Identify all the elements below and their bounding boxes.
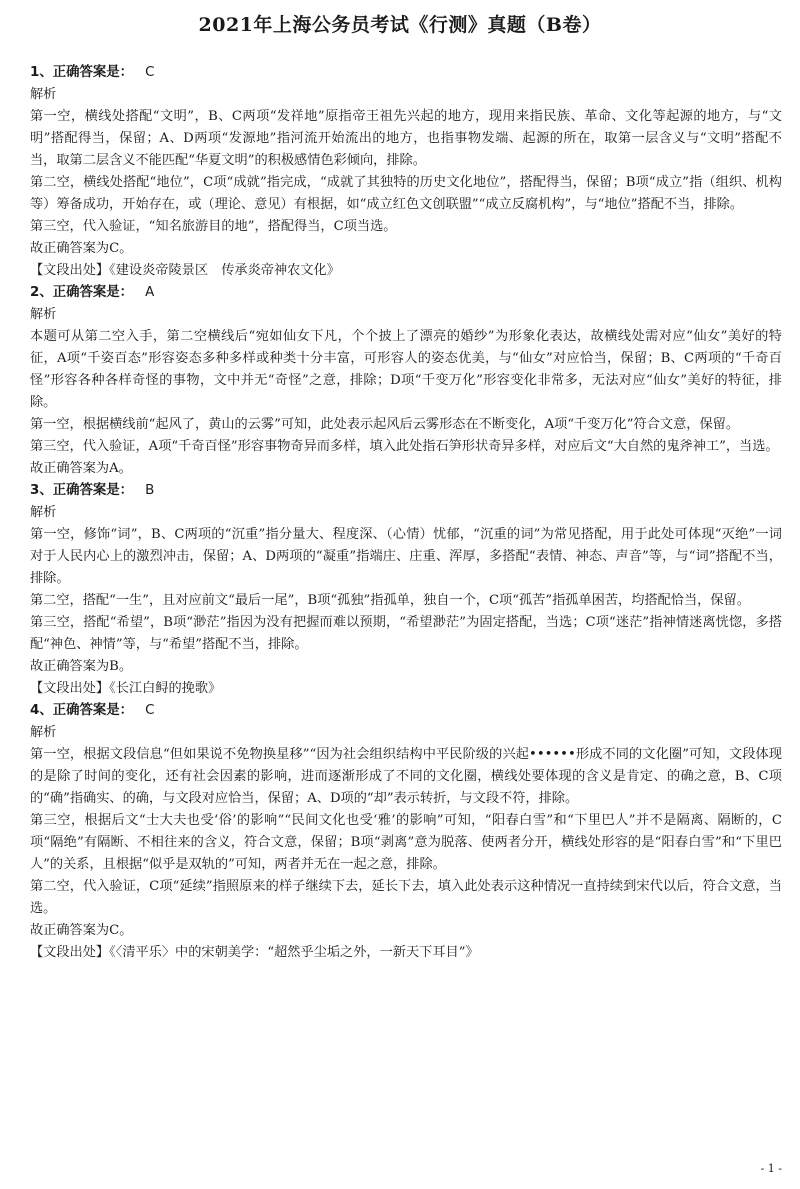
analysis-paragraph: 第三空，代入验证，“知名旅游目的地”，搭配得当，C项当选。: [30, 219, 397, 234]
answer-content: [30, 62, 782, 964]
analysis-label: 解析: [30, 725, 57, 740]
correct-answer: B: [145, 483, 155, 498]
correct-answer: C: [145, 703, 155, 718]
conclusion-line: 故正确答案为A。: [30, 461, 132, 476]
analysis-paragraph: 第二空，横线处搭配“地位”，C项“成就”指完成，“成就了其独特的历史文化地位”，搭配得当，保留；B项“成立”指（组织、机构等）筹备成功，开始存在，或（理论、意见）有根据，如“成立红色文创联盟”“成立反腐机构”，与“地位”搭配不当，排除。: [30, 175, 782, 212]
analysis-paragraph: 第一空，修饰“词”，B、C两项的“沉重”指分量大、程度深、（心情）忧郁，“沉重的词”为常见搭配，用于此处可体现“灭绝”一词对于人民内心上的激烈冲击，保留；A、D两项的“凝重”指端庄、庄重、浑厚，多搭配“表情、神态、声音”等，与“词”搭配不当，排除。: [30, 527, 782, 586]
analysis-paragraph: 第三空，搭配“希望”，B项“渺茫”指因为没有把握而难以预期，“希望渺茫”为固定搭配，当选；C项“迷茫”指神情迷离恍惚，多搭配“神色、神情”等，与“希望”搭配不当，排除。: [30, 615, 782, 652]
analysis-paragraph: 本题可从第二空入手，第二空横线后“宛如仙女下凡，个个披上了漂亮的婚纱”为形象化表达，故横线处需对应“仙女”美好的特征，A项“千姿百态”形容姿态多种多样或种类十分丰富，可形容人的姿态优美，与“仙女”对应恰当，保留；B、C两项的“千奇百怪”形容各种各样奇怪的事物，文中并无“奇怪”之意，排除；D项“千变万化”形容变化非常多，无法对应“仙女”美好的特征，排除。: [30, 329, 782, 410]
analysis-paragraph: 第一空，根据横线前“起风了，黄山的云雾”可知，此处表示起风后云雾形态在不断变化，A项“千变万化”符合文意，保留。: [30, 417, 740, 432]
question-heading: [30, 480, 782, 502]
analysis-paragraph: 第二空，代入验证，C项“延续”指照原来的样子继续下去，延长下去，填入此处表示这种情况一直持续到宋代以后，符合文意，当选。: [30, 879, 782, 916]
analysis-label: 解析: [30, 307, 57, 322]
page-number: - 1 -: [760, 1162, 782, 1175]
source-reference: 【文段出处】《长江白鲟的挽歌》: [30, 681, 222, 696]
analysis-label: 解析: [30, 87, 57, 102]
conclusion-line: 故正确答案为C。: [30, 923, 133, 938]
source-reference: 【文段出处】《建设炎帝陵景区 传承炎帝神农文化》: [30, 263, 340, 278]
correct-answer: C: [145, 65, 155, 80]
analysis-paragraph: 第一空，根据文段信息“但如果说不免物换星移”“因为社会组织结构中平民阶级的兴起••••••形成不同的文化圈”可知，文段体现的是除了时间的变化，还有社会因素的影响，进而逐渐形成了不同的文化圈，横线处要体现的含义是肯定、的确之意，B、C项的“确”指确实、的确，与文段对应恰当，保留；A、D项的“却”表示转折，与文段不符，排除。: [30, 747, 782, 806]
conclusion-line: 故正确答案为C。: [30, 241, 133, 256]
analysis-paragraph: 第三空，根据后文“士大夫也受‘俗’的影响”“民间文化也受‘雅’的影响”可知，“阳春白雪”和“下里巴人”并不是隔离、隔断的，C项“隔绝”有隔断、不相往来的含义，符合文意，保留；B项“剥离”意为脱落、使两者分开，横线处形容的是“阳春白雪”和“下里巴人”的关系，且根据“似乎是双轨的”可知，两者并无在一起之意，排除。: [30, 813, 782, 872]
analysis-label: 解析: [30, 505, 57, 520]
question-heading-text: 1、正确答案是：: [30, 65, 134, 80]
question-block: [30, 480, 782, 700]
page-title: 2021年上海公务员考试《行测》真题（B卷）: [198, 14, 602, 36]
question-block: [30, 700, 782, 964]
conclusion-line: 故正确答案为B。: [30, 659, 133, 674]
analysis-paragraph: 第二空，搭配“一生”，且对应前文“最后一尾”，B项“孤独”指孤单，独自一个，C项“孤苦”指孤单困苦，均搭配恰当，保留。: [30, 593, 750, 608]
question-block: [30, 282, 782, 480]
question-heading-text: 2、正确答案是：: [30, 285, 134, 300]
correct-answer: A: [145, 285, 155, 300]
question-heading: [30, 282, 782, 304]
question-heading: [30, 62, 782, 84]
question-heading-text: 3、正确答案是：: [30, 483, 134, 498]
analysis-paragraph: 第一空，横线处搭配“文明”，B、C两项“发祥地”原指帝王祖先兴起的地方，现用来指民族、革命、文化等起源的地方，与“文明”搭配得当，保留；A、D两项“发源地”指河流开始流出的地方，也指事物发端、起源的所在，取第一层含义与“文明”搭配不当，取第二层含义不能匹配“华夏文明”的积极感情色彩倾向，排除。: [30, 109, 782, 168]
question-block: [30, 62, 782, 282]
question-heading-text: 4、正确答案是：: [30, 703, 134, 718]
analysis-paragraph: 第三空，代入验证，A项“千奇百怪”形容事物奇异而多样，填入此处指石笋形状奇异多样，对应后文“大自然的鬼斧神工”，当选。: [30, 439, 779, 454]
question-heading: [30, 700, 782, 722]
source-reference: 【文段出处】《〈清平乐〉中的宋朝美学：“超然乎尘垢之外，一新天下耳目”》: [30, 945, 479, 960]
